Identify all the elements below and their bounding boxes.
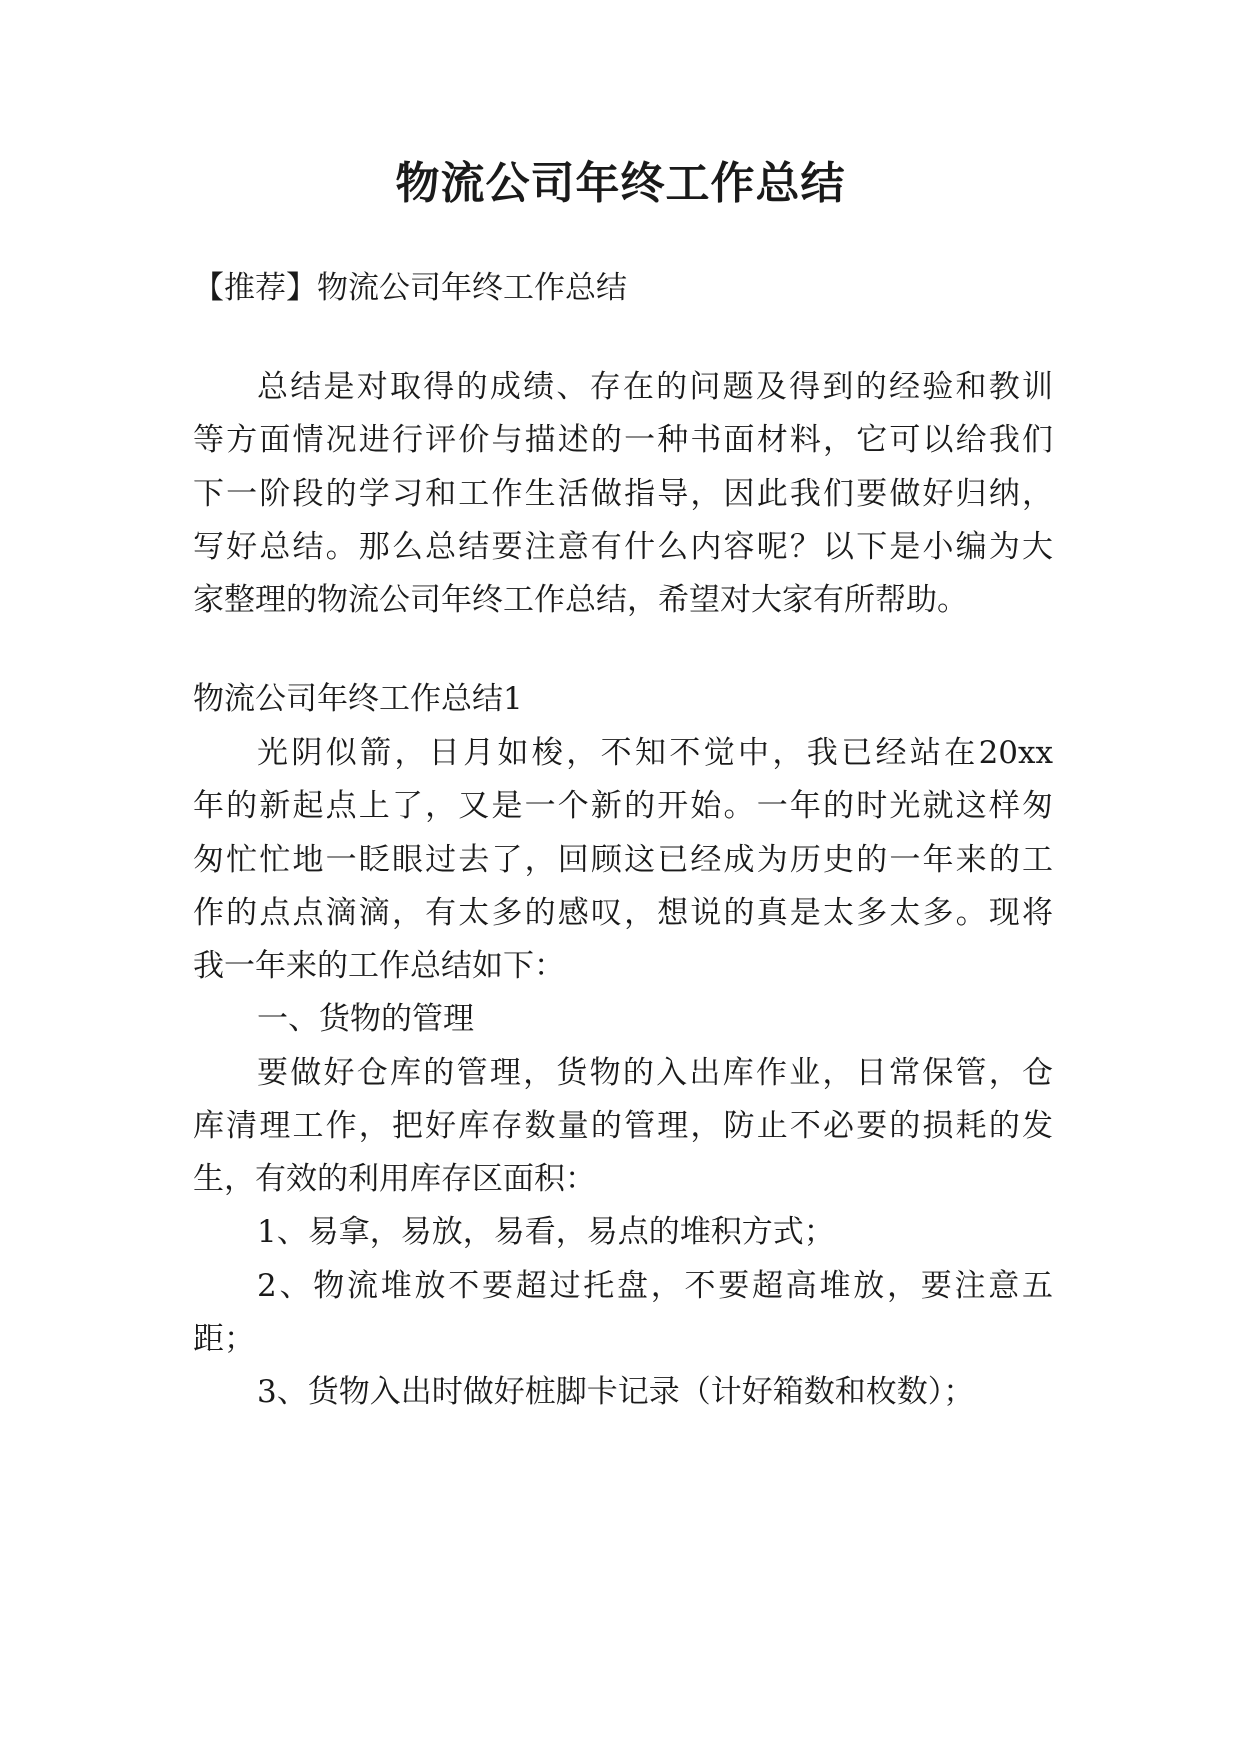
document-title: 物流公司年终工作总结 <box>395 158 846 209</box>
list-item: 3、货物入出时做好桩脚卡记录（计好箱数和枚数）； <box>257 1374 975 1410</box>
intro-line: 家整理的物流公司年终工作总结，希望对大家有所帮助。 <box>193 582 968 618</box>
body-line: 库清理工作，把好库存数量的管理，防止不必要的损耗的发 <box>193 1108 1053 1144</box>
body-line: 我一年来的工作总结如下： <box>193 948 565 984</box>
body-line: 光阴似箭，日月如梭，不知不觉中，我已经站在20xx <box>257 735 1053 771</box>
body-line: 匆忙忙地一眨眼过去了，回顾这已经成为历史的一年来的工 <box>193 842 1053 878</box>
body-line: 要做好仓库的管理，货物的入出库作业，日常保管，仓 <box>257 1055 1053 1091</box>
intro-line: 等方面情况进行评价与描述的一种书面材料，它可以给我们 <box>193 422 1053 458</box>
recommend-line: 【推荐】物流公司年终工作总结 <box>193 270 627 306</box>
list-heading: 一、货物的管理 <box>257 1001 474 1037</box>
intro-line: 总结是对取得的成绩、存在的问题及得到的经验和教训 <box>257 369 1053 405</box>
list-item: 1、易拿，易放，易看，易点的堆积方式； <box>257 1214 835 1250</box>
intro-line: 写好总结。那么总结要注意有什么内容呢？以下是小编为大 <box>193 529 1053 565</box>
section-heading: 物流公司年终工作总结1 <box>193 681 523 717</box>
body-line: 作的点点滴滴，有太多的感叹，想说的真是太多太多。现将 <box>193 895 1053 931</box>
list-item: 距； <box>193 1321 255 1357</box>
body-line: 年的新起点上了，又是一个新的开始。一年的时光就这样匆 <box>193 788 1053 824</box>
intro-line: 下一阶段的学习和工作生活做指导，因此我们要做好归纳， <box>193 476 1053 512</box>
list-item: 2、物流堆放不要超过托盘，不要超高堆放，要注意五 <box>257 1268 1053 1304</box>
body-line: 生，有效的利用库存区面积： <box>193 1161 596 1197</box>
